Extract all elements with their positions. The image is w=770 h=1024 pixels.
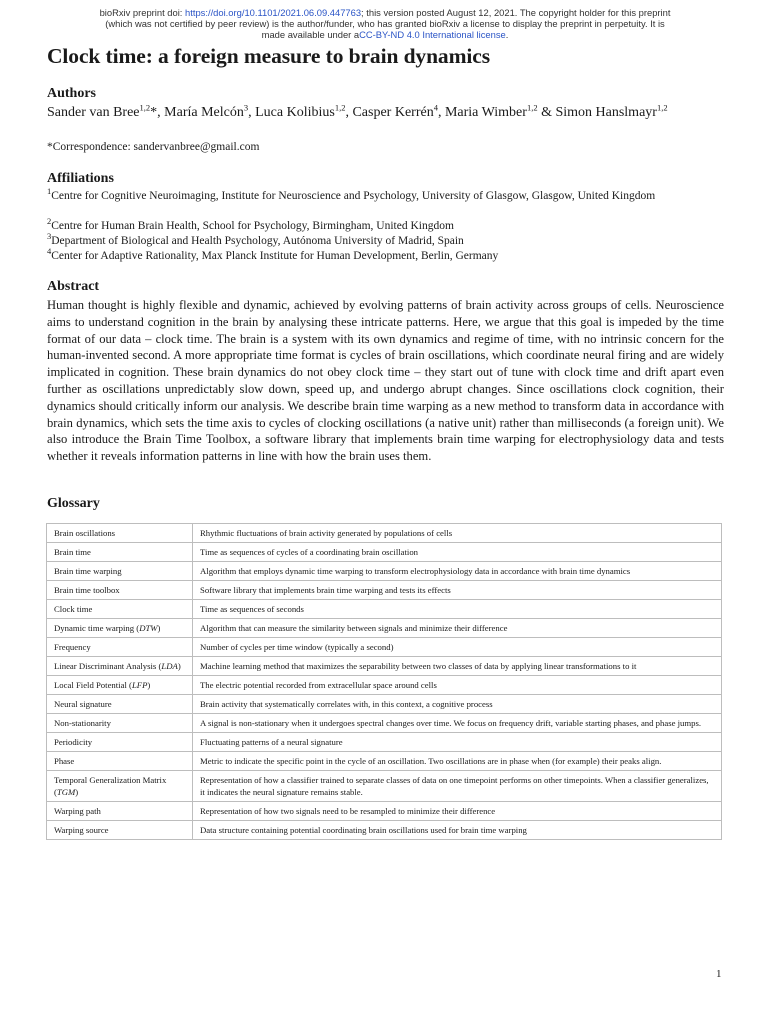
glossary-definition: Time as sequences of cycles of a coordinating brain oscillation [193,543,722,562]
glossary-term-cell [47,543,193,562]
author-separator: , [437,105,445,120]
glossary-term-cell [47,581,193,600]
glossary-row [47,695,722,714]
abstract-heading: Abstract [47,279,100,294]
glossary-row [47,733,722,752]
glossary-term: Warping source [54,825,109,835]
glossary-term-cell [47,524,193,543]
glossary-term-cell: Linear Discriminant Analysis (LDA) [47,657,193,676]
glossary-definition: Number of cycles per time window (typically a second) [193,638,722,657]
glossary-row [47,802,722,821]
affiliation-text: Centre for Human Brain Health, School for Psychology, Birmingham, United Kingdom [51,220,454,232]
glossary-term-cell: Dynamic time warping (DTW) [47,619,193,638]
glossary-term: Phase [54,756,75,766]
glossary-definition: Metric to indicate the specific point in the cycle of an oscillation. Two oscillations are in phase when (for example) their peaks align. [193,752,722,771]
glossary-heading: Glossary [47,496,100,511]
author-name: Simon Hanslmayr [555,105,657,120]
banner-prefix: bioRxiv preprint doi: [99,7,186,18]
glossary-term-cell [47,752,193,771]
glossary-row [47,714,722,733]
glossary-term: Brain time warping [54,566,122,576]
author-affiliation-sup: 1,2 [334,102,346,113]
glossary-row [47,752,722,771]
glossary-term: Brain time toolbox [54,585,120,595]
glossary-term-cell [47,802,193,821]
glossary-definition: Rhythmic fluctuations of brain activity generated by populations of cells [193,524,722,543]
glossary-row [47,524,722,543]
author-name: Luca Kolibius [255,105,335,120]
glossary-row [47,821,722,840]
glossary-abbreviation: TGM [56,787,76,797]
glossary-term: Local Field Potential [54,680,127,690]
affiliation-text: Department of Biological and Health Psychology, Autónoma University of Madrid, Spain [51,235,464,247]
glossary-definition: Time as sequences of seconds [193,600,722,619]
banner-text-1: ; this version posted August 12, 2021. The copyright holder for this preprint [361,7,671,18]
glossary-term: Clock time [54,604,93,614]
glossary-row [47,562,722,581]
author-list [47,103,727,122]
author-separator: & [537,105,556,120]
glossary-abbreviation: DTW [139,623,158,633]
affiliation-number: 2 [47,216,52,227]
author-name: Sander van Bree [47,105,140,120]
glossary-term-cell [47,562,193,581]
author-affiliation-sup: 1,2 [656,102,668,113]
affiliation-number: 3 [47,231,52,242]
glossary-definition: Representation of how a classifier trained to separate classes of data on one timepoint performs on other timepoints. When a classifier generalizes, it indicates the neural signature remains stable. [193,771,722,802]
banner-period: . [505,29,509,40]
glossary-term-cell [47,638,193,657]
glossary-definition: Algorithm that employs dynamic time warping to transform electrophysiology data in accordance with brain time dynamics [193,562,722,581]
glossary-row [47,676,722,695]
paper-title: Clock time: a foreign measure to brain dynamics [47,44,490,68]
glossary-term: Non-stationarity [54,718,111,728]
glossary-term-cell: Local Field Potential (LFP) [47,676,193,695]
author-affiliation-sup: 4 [433,102,438,113]
authors-heading: Authors [47,86,97,101]
author-name: María Melcón [164,105,244,120]
glossary-term: Periodicity [54,737,93,747]
correspondence: *Correspondence: sandervanbree@gmail.com [47,141,260,153]
glossary-term: Warping path [54,806,101,816]
affiliation-2 [47,216,737,234]
license-link[interactable]: CC-BY-ND 4.0 International license [359,29,506,40]
glossary-row [47,619,722,638]
page-number: 1 [716,968,722,980]
glossary-row [47,600,722,619]
glossary-definition: Representation of how two signals need to be resampled to minimize their difference [193,802,722,821]
affiliation-4 [47,246,737,264]
glossary-term: Brain oscillations [54,528,116,538]
glossary-row [47,581,722,600]
glossary-term-cell [47,714,193,733]
glossary-term-cell: Temporal Generalization Matrix (TGM) [47,771,193,802]
author-separator: , [345,105,353,120]
glossary-definition: Brain activity that systematically correlates with, in this context, a cognitive process [193,695,722,714]
banner-text-2: (which was not certified by peer review) is the author/funder, who has granted bioRxiv a license to display the preprint in perpetuity. It is [105,18,665,29]
glossary-term: Dynamic time warping [54,623,135,633]
glossary-abbreviation: LDA [161,661,178,671]
author-name: Maria Wimber [444,105,527,120]
affiliation-number: 4 [47,246,52,257]
glossary-definition: Fluctuating patterns of a neural signature [193,733,722,752]
glossary-abbreviation: LFP [131,680,148,690]
author-affiliation-sup: 1,2 [526,102,538,113]
author-affiliation-sup: 3 [243,102,249,113]
author-affiliation-sup: 1,2 [139,102,151,113]
glossary-term: Neural signature [54,699,112,709]
author-separator: *, [150,105,165,120]
glossary-row [47,657,722,676]
affiliation-3 [47,231,737,249]
glossary-term-cell [47,600,193,619]
doi-link[interactable]: https://doi.org/10.1101/2021.06.09.447763 [185,7,362,18]
affiliation-1 [47,186,737,204]
banner-text-3: made available under a [261,29,360,40]
glossary-term-cell [47,695,193,714]
glossary-term-cell [47,733,193,752]
glossary-table [46,523,722,840]
glossary-term: Brain time [54,547,91,557]
glossary-definition: Algorithm that can measure the similarity between signals and minimize their difference [193,619,722,638]
glossary-definition: Data structure containing potential coordinating brain oscillations used for brain time warping [193,821,722,840]
preprint-banner [40,7,730,40]
glossary-definition: The electric potential recorded from extracellular space around cells [193,676,722,695]
glossary-term-cell [47,821,193,840]
glossary-definition: A signal is non-stationary when it undergoes spectral changes over time. We focus on frequency drift, variable starting phases, and phase jumps. [193,714,722,733]
glossary-row [47,771,722,802]
glossary-row [47,638,722,657]
glossary-definition: Machine learning method that maximizes the separability between two classes of data by applying linear transformations to it [193,657,722,676]
affiliation-text: Centre for Cognitive Neuroimaging, Institute for Neuroscience and Psychology, University of Glasgow, Glasgow, United Kingdom [51,190,656,202]
author-separator: , [248,105,256,120]
author-name: Casper Kerrén [352,105,434,120]
glossary-term: Linear Discriminant Analysis [54,661,157,671]
glossary-row [47,543,722,562]
glossary-definition: Software library that implements brain time warping and tests its effects [193,581,722,600]
affiliations-heading: Affiliations [47,171,114,186]
affiliation-number: 1 [47,186,52,197]
glossary-term: Temporal Generalization Matrix [54,775,167,785]
affiliation-text: Center for Adaptive Rationality, Max Planck Institute for Human Development, Berlin, Germany [51,250,499,262]
glossary-term: Frequency [54,642,91,652]
abstract-text: Human thought is highly flexible and dynamic, achieved by evolving patterns of brain activity across groups of cells. Neuroscience aims to understand cognition in the brain by analysing these intricate patterns. Here, we argue that this goal is impeded by the time format of our data – clock time. The brain is a system with its own dynamics and regime of time, with no intrinsic concern for the human-invented second. A more appropriate time format is cycles of brain oscillations, which coordinate neural firing and are widely implicated in cognition. These brain dynamics do not obey clock time – they start out of tune with clock time and drift apart even further as oscillations unpredictably slow down, speed up, and undergo abrupt changes. Since oscillations clock cognition, their dynamics should critically inform our analysis. We describe brain time warping as a new method to transform data in accordance with brain dynamics, which sets the time axis to cycles of clocking oscillations (a native unit) rather than milliseconds (a foreign unit). We also introduce the Brain Time Toolbox, a software library that implements brain time warping for electrophysiology data and tests whether it reveals information patterns in line with how the brain uses them. [47,298,724,464]
